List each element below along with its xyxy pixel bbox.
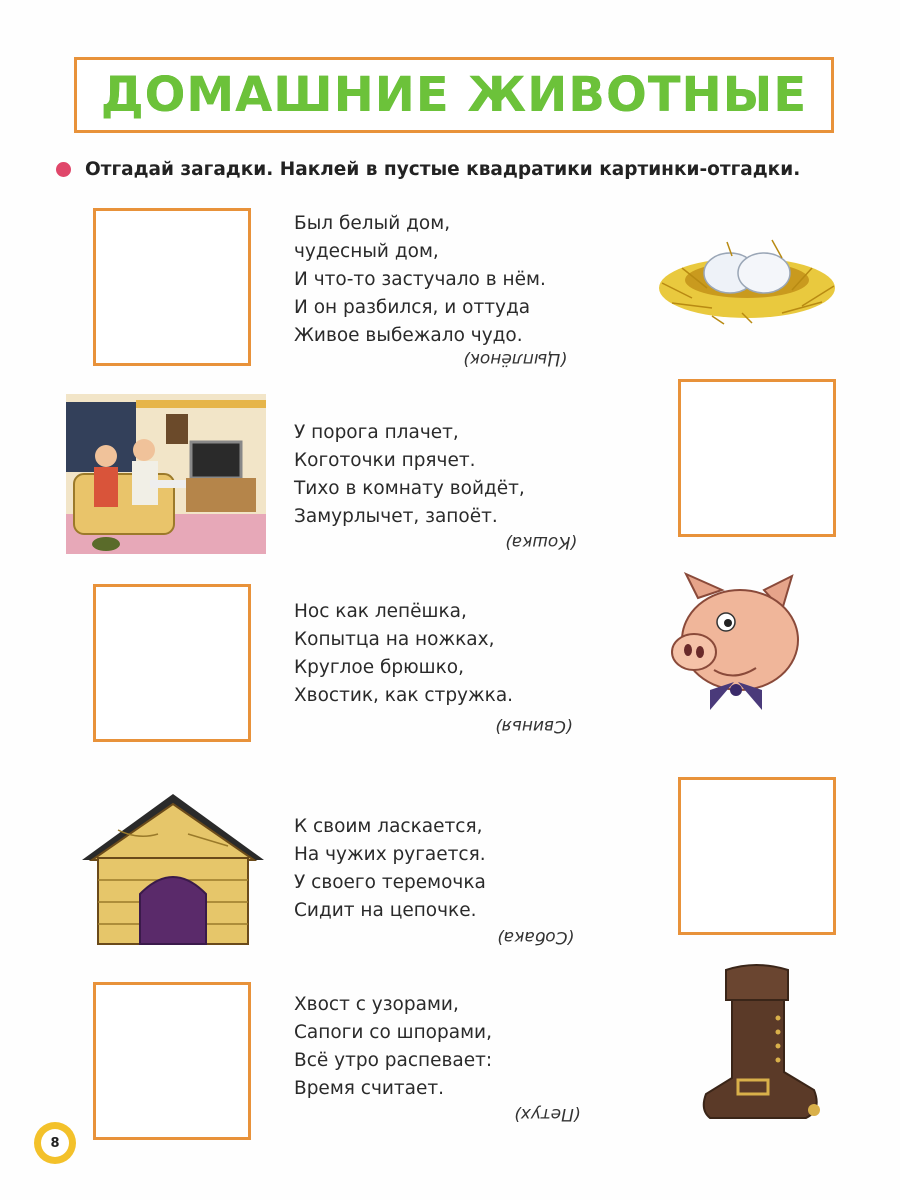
- page-number: 8: [50, 1135, 60, 1151]
- riddle-line: Нос как лепёшка,: [294, 601, 467, 622]
- riddle-line: На чужих ругается.: [294, 844, 486, 865]
- page-number-badge: [32, 1120, 78, 1166]
- riddle-line: У своего теремочка: [294, 872, 486, 893]
- riddle-line: Тихо в комнату войдёт,: [294, 478, 525, 499]
- riddle-line: И он разбился, и оттуда: [294, 297, 531, 318]
- riddle-line: Коготочки прячет.: [294, 450, 476, 471]
- title-frame: [74, 57, 834, 133]
- riddle-line: Хвост с узорами,: [294, 994, 459, 1015]
- riddle-line: К своим ласкается,: [294, 816, 483, 837]
- riddle-line: Копытца на ножках,: [294, 629, 495, 650]
- riddle-line: Замурлычет, запоёт.: [294, 506, 498, 527]
- riddle-2: [294, 419, 624, 531]
- riddle-answer-3: (Свинья): [495, 716, 573, 736]
- sticker-box-5: [93, 982, 251, 1140]
- nest-icon: [652, 228, 842, 328]
- riddle-answer-5: (Петух): [514, 1104, 581, 1124]
- riddle-line: Сапоги со шпорами,: [294, 1022, 492, 1043]
- riddle-4: [294, 813, 624, 925]
- riddle-line: Живое выбежало чудо.: [294, 325, 523, 346]
- page-title: ДОМАШНИЕ ЖИВОТНЫЕ: [100, 67, 808, 123]
- pig-icon: [664, 570, 814, 720]
- boot-icon: [696, 960, 826, 1128]
- riddle-line: чудесный дом,: [294, 241, 439, 262]
- instruction: [56, 154, 876, 184]
- riddle-5: [294, 991, 624, 1103]
- riddle-line: Время считает.: [294, 1078, 445, 1099]
- riddle-answer-2: (Кошка): [505, 532, 577, 552]
- riddle-answer-4: (Собака): [497, 927, 575, 947]
- bullet-icon: [56, 162, 71, 177]
- riddle-1: [294, 210, 624, 350]
- sticker-box-4: [678, 777, 836, 935]
- doghouse-icon: [78, 790, 268, 948]
- riddle-line: Был белый дом,: [294, 213, 451, 234]
- riddle-line: Всё утро распевает:: [294, 1050, 493, 1071]
- sticker-box-3: [93, 584, 251, 742]
- living-room-picture: [66, 394, 266, 554]
- riddle-line: Хвостик, как стружка.: [294, 685, 514, 706]
- sticker-box-2: [678, 379, 836, 537]
- riddle-line: Круглое брюшко,: [294, 657, 464, 678]
- instruction-text: Отгадай загадки. Наклей в пустые квадратики картинки-отгадки.: [85, 158, 801, 180]
- riddle-line: И что-то застучало в нём.: [294, 269, 546, 290]
- sticker-box-1: [93, 208, 251, 366]
- riddle-line: У порога плачет,: [294, 422, 459, 443]
- riddle-answer-1: (Цыплёнок): [463, 349, 568, 369]
- riddle-3: [294, 598, 624, 710]
- riddle-line: Сидит на цепочке.: [294, 900, 477, 921]
